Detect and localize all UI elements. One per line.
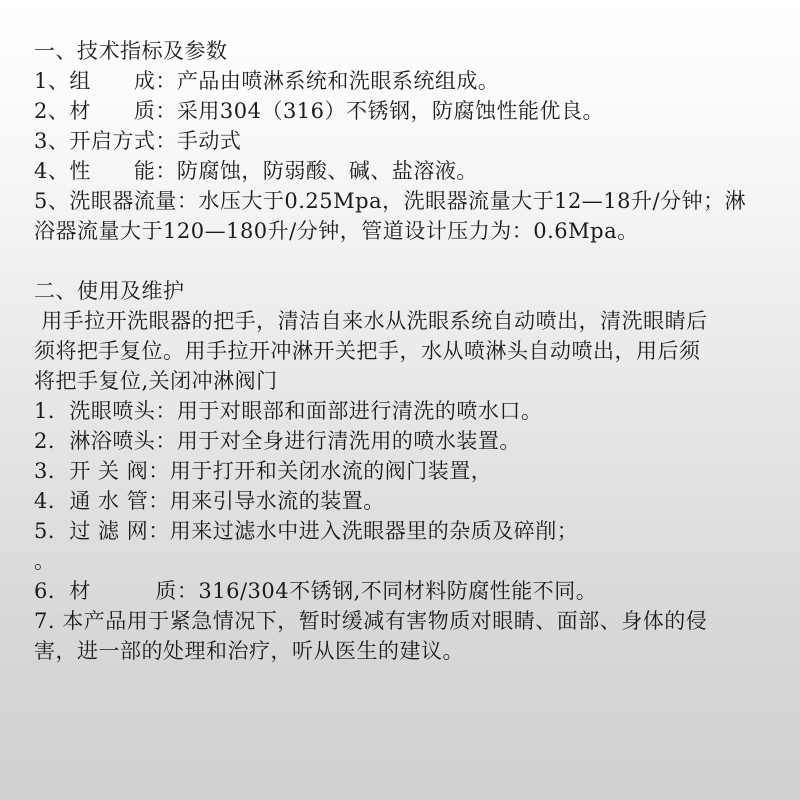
section-usage-heading: 二、使用及维护 (34, 279, 185, 303)
line-opening-mode: 3、开启方式：手动式 (34, 129, 242, 153)
item-switch-valve: 3．开 关 阀：用于打开和关闭水流的阀门装置， (34, 459, 493, 483)
product-spec-document (34, 36, 772, 666)
line-material: 2、材 质：采用304（316）不锈钢，防腐蚀性能优良。 (34, 99, 605, 123)
section-specs-heading: 一、技术指标及参数 (34, 39, 228, 63)
usage-para-line-3: 将把手复位,关闭冲淋阀门 (34, 369, 278, 393)
item-shower-nozzle: 2．淋浴喷头：用于对全身进行清洗用的喷水装置。 (34, 429, 521, 453)
item-emergency-note-cont: 害，进一部的处理和治疗，听从医生的建议。 (34, 639, 464, 663)
line-flow-rate-cont: 浴器流量大于120—180升/分钟，管道设计压力为：0.6Mpa。 (34, 219, 639, 243)
line-flow-rate: 5、洗眼器流量：水压大于0.25Mpa，洗眼器流量大于12—18升/分钟；淋 (34, 189, 747, 213)
item-filter-screen: 5．过 滤 网：用来过滤水中进入洗眼器里的杂质及碎削； (34, 519, 579, 543)
line-stray-period: 。 (34, 549, 56, 573)
line-performance: 4、性 能：防腐蚀，防弱酸、碱、盐溶液。 (34, 159, 478, 183)
usage-para-line-1: 用手拉开洗眼器的把手，清洁自来水从洗眼系统自动喷出，清洗眼睛后 (34, 309, 708, 333)
line-composition: 1、组 成：产品由喷淋系统和洗眼系统组成。 (34, 69, 500, 93)
item-eyewash-nozzle: 1．洗眼喷头：用于对眼部和面部进行清洗的喷水口。 (34, 399, 543, 423)
item-material-grade: 6．材 质：316/304不锈钢,不同材料防腐性能不同。 (34, 579, 598, 603)
item-emergency-note: 7. 本产品用于紧急情况下，暂时缓减有害物质对眼睛、面部、身体的侵 (34, 609, 708, 633)
item-water-pipe: 4．通 水 管：用来引导水流的装置。 (34, 489, 385, 513)
usage-para-line-2: 须将把手复位。用手拉开冲淋开关把手，水从喷淋头自动喷出，用后须 (34, 339, 701, 363)
